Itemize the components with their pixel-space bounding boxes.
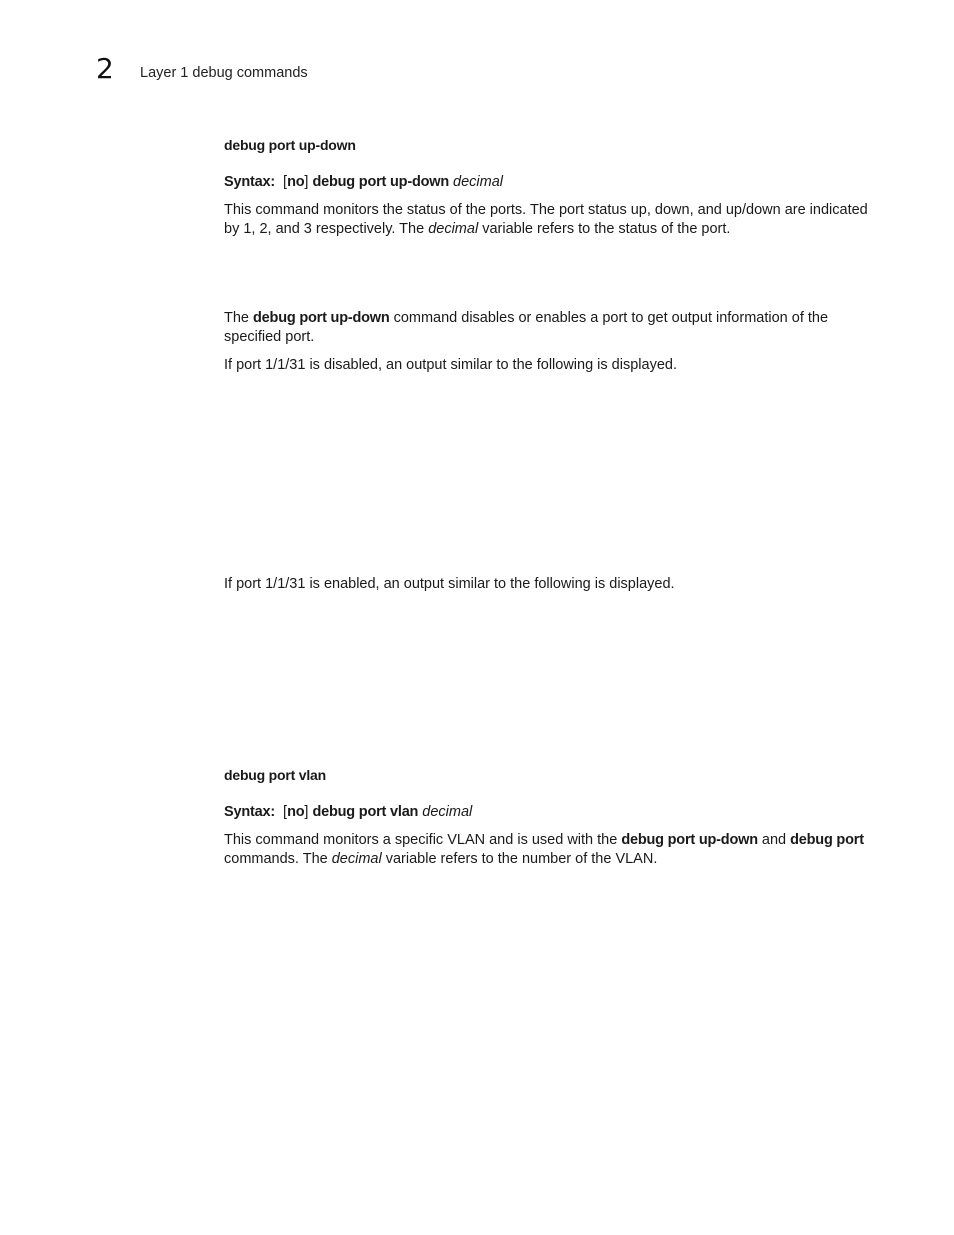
- desc-param: decimal: [428, 220, 479, 237]
- chapter-number: 2: [96, 52, 114, 85]
- close-bracket: ]: [304, 174, 309, 190]
- para-text: The: [224, 310, 254, 326]
- syntax-line: [224, 803, 874, 822]
- no-keyword: no: [287, 174, 305, 190]
- desc-text: This command monitors the status of the ports. The port status up, down, and up/down are indicated by 1, 2, and 3 respectively. The: [224, 202, 868, 237]
- description-paragraph: [224, 831, 874, 868]
- section-heading: debug port vlan: [224, 767, 327, 783]
- open-bracket: [: [283, 174, 288, 190]
- open-bracket: [: [283, 804, 288, 820]
- command-paragraph: [224, 309, 874, 346]
- desc-text: commands. The: [224, 850, 332, 867]
- description-paragraph: [224, 201, 874, 238]
- running-head: Layer 1 debug commands: [140, 65, 308, 81]
- desc-text: This command monitors a specific VLAN and is used with the: [224, 832, 622, 848]
- para-text: command disables or enables a port to get output information of the specified port.: [224, 310, 829, 345]
- syntax-param: decimal: [453, 174, 503, 190]
- disabled-output-intro: [224, 356, 874, 375]
- no-keyword: no: [287, 804, 305, 820]
- enabled-text: If port 1/1/31 is enabled, an output similar to the following is displayed.: [224, 576, 675, 592]
- syntax-label: Syntax:: [224, 804, 275, 820]
- enabled-output-intro: [224, 575, 874, 594]
- syntax-param: decimal: [422, 804, 473, 820]
- syntax-command: debug port vlan: [312, 804, 419, 820]
- desc-text: and: [757, 832, 791, 848]
- disabled-text: If port 1/1/31 is disabled, an output similar to the following is displayed.: [224, 357, 677, 373]
- syntax-command: debug port up-down: [312, 174, 449, 190]
- syntax-line: [224, 173, 874, 192]
- section-title-debug-port-vlan: [224, 766, 874, 786]
- para-command: debug port up-down: [253, 310, 390, 326]
- desc-text: variable refers to the number of the VLAN.: [381, 850, 658, 867]
- close-bracket: ]: [304, 804, 309, 820]
- desc-command: debug port up-down: [621, 832, 758, 848]
- section-title-debug-port-up-down: [224, 136, 874, 156]
- desc-text: variable refers to the status of the port.: [478, 220, 731, 237]
- desc-command: debug port: [790, 832, 864, 848]
- desc-param: decimal: [331, 850, 382, 867]
- section-heading: debug port up-down: [224, 137, 356, 153]
- syntax-label: Syntax:: [224, 174, 275, 190]
